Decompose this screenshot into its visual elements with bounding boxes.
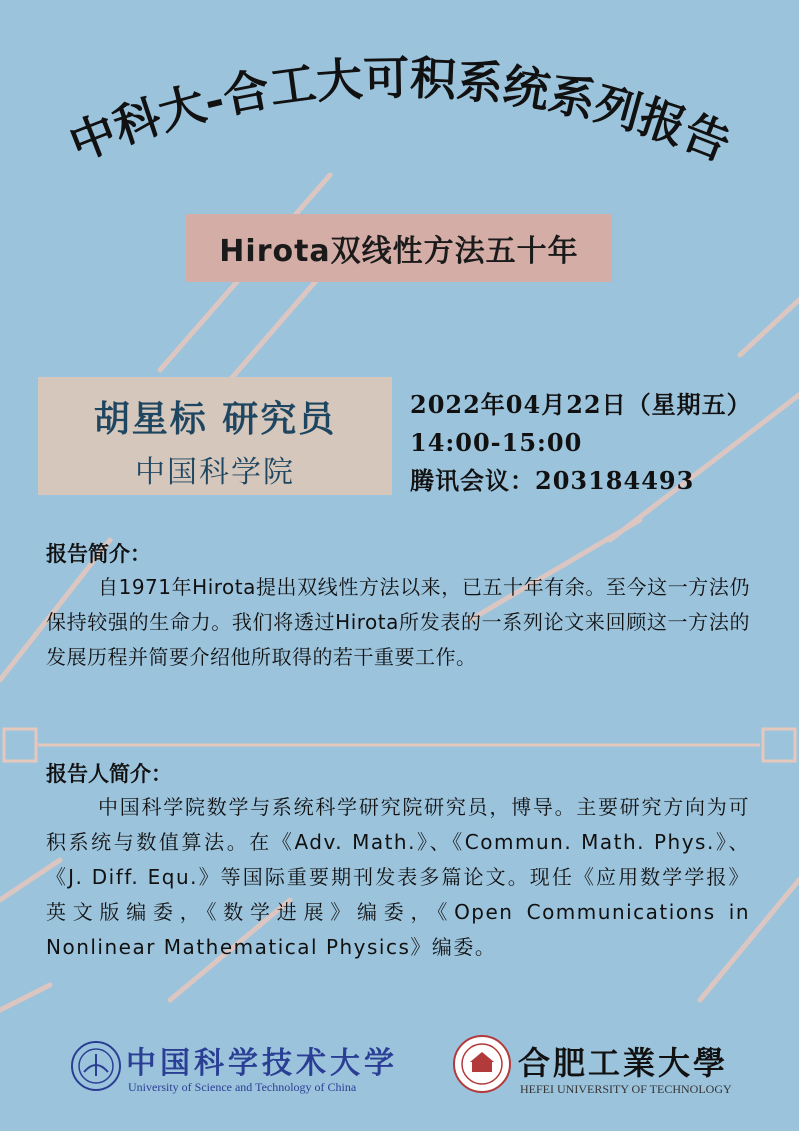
event-date: 2022年04月22日（星期五）: [410, 390, 752, 419]
ustc-seal-icon: [70, 1040, 122, 1092]
ustc-name: 中国科学技术大学: [126, 1046, 398, 1081]
talk-title: Hirota双线性方法五十年: [219, 234, 579, 269]
event-time: 14:00-15:00: [410, 428, 583, 457]
talk-title-box: [186, 214, 612, 282]
series-title-text: 中科大-合工大可积系统系列报告: [61, 50, 739, 172]
bio-text: 中国科学院数学与系统科学研究院研究员，博导。主要研究方向为可积系统与数值算法。在《Adv. Math.》、《Commun. Math. Phys.》、《J. Diff. Equ.》等国际重要期刊发表多篇论文。现任《应用数学学报》英文版编委，《数学进展》编委，《Open Communications in Nonlinear Mathematical Physics》编委。: [46, 795, 750, 959]
event-info: [410, 386, 752, 500]
hfut-seal-icon: [452, 1034, 512, 1094]
abstract-heading: 报告简介：: [46, 542, 151, 566]
speaker-name: 胡星标 研究员: [93, 399, 337, 440]
logos: [0, 1020, 799, 1131]
hfut-name: 合肥工業大學: [518, 1044, 729, 1082]
meeting-id: 腾讯会议：203184493: [410, 466, 695, 495]
speaker-box: [38, 377, 392, 495]
ustc-english-name: University of Science and Technology of China: [128, 1080, 357, 1094]
abstract-text: 自1971年Hirota提出双线性方法以来，已五十年有余。至今这一方法仍保持较强的生命力。我们将透过Hirota所发表的一系列论文来回顾这一方法的发展历程并简要介绍他所取得的若干重要工作。: [46, 575, 750, 669]
hfut-english-name: HEFEI UNIVERSITY OF TECHNOLOGY: [520, 1082, 732, 1096]
bio-heading: 报告人简介：: [46, 762, 172, 786]
speaker-affiliation: 中国科学院: [135, 455, 295, 490]
series-title: [0, 0, 799, 200]
svg-text:中科大-合工大可积系统系列报告: [62, 51, 738, 172]
